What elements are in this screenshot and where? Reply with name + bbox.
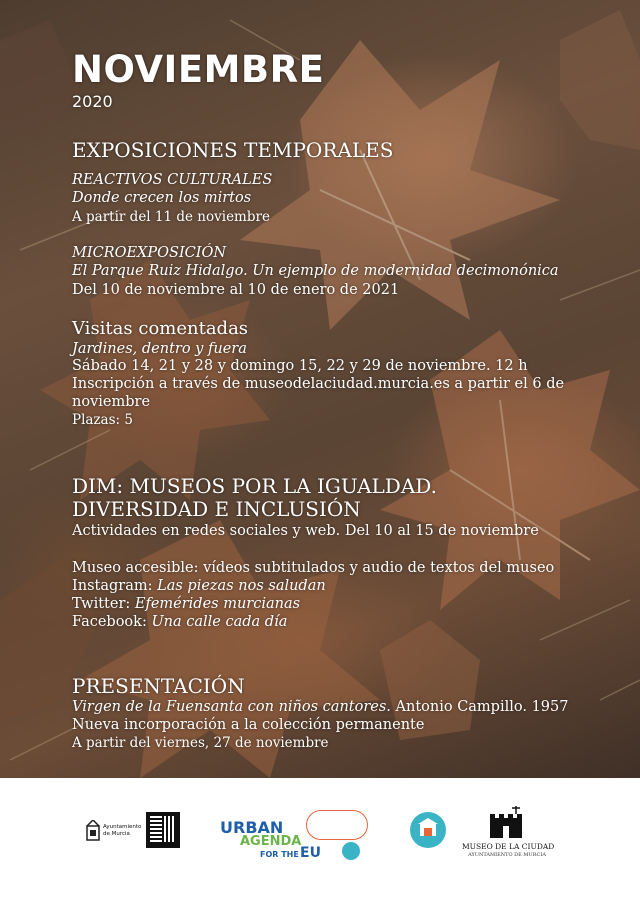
visit-plazas: Plazas: 5 [72,412,133,428]
exhibition-name: El Parque Ruiz Hidalgo. Un ejemplo de modernidad decimonónica [72,263,559,279]
social-instagram [72,578,326,594]
social-network: Instagram: [72,578,153,594]
urban-word: URBAN [220,818,284,837]
exhibition-tag: REACTIVOS CULTURALES [72,172,273,188]
month-title: NOVIEMBRE [72,48,325,91]
visit-dates: Sábado 14, 21 y 28 y domingo 15, 22 y 29 de noviembre. 12 h [72,358,528,374]
section-title-exposiciones: EXPOSICIONES TEMPORALES [72,138,394,162]
agenda-word: AGENDA [240,834,302,849]
social-campaign: Las piezas nos saludan [157,578,326,594]
visit-inscription-cont: noviembre [72,394,151,410]
teal-circle-logo [410,812,446,848]
monument-icon [410,812,446,848]
heritage-badge-icon [342,842,360,860]
cultural-square-logo [146,812,180,848]
work-title: Virgen de la Fuensanta con niños cantores. [72,699,391,715]
tower-icon [486,804,526,840]
eu-word: EU [300,845,321,861]
exhibition-name: Donde crecen los mirtos [72,190,252,206]
section-title-visitas: Visitas comentadas [72,318,249,339]
footer-logos [0,778,640,905]
museo-name: MUSEO DE LA CIUDAD [462,842,555,851]
work-author: Antonio Campillo. 1957 [395,699,569,715]
for-the-word: FOR THE [260,850,299,859]
social-network: Facebook: [72,614,147,630]
ayuntamiento-label: Ayuntamiento de Murcia [103,824,142,837]
museo-subname: AYUNTAMIENTO DE MURCIA [468,852,546,858]
presentation-work [72,699,568,715]
ayuntamiento-logo [85,818,145,858]
urban-agenda-logo [220,818,370,872]
social-campaign: Efemérides murcianas [134,596,301,612]
social-twitter [72,596,300,612]
presentation-date: A partir del viernes, 27 de noviembre [72,735,329,751]
year-label: 2020 [72,92,113,111]
speech-bubble-icon [306,810,368,840]
exhibition-date: Del 10 de noviembre al 10 de enero de 2021 [72,282,400,298]
social-network: Twitter: [72,596,131,612]
section-title-dim-cont: DIVERSIDAD E INCLUSIÓN [72,497,361,521]
crest-icon [85,820,101,844]
presentation-note: Nueva incorporación a la colección permanente [72,717,425,733]
section-title-presentacion: PRESENTACIÓN [72,674,245,698]
visit-subtitle: Jardines, dentro y fuera [72,341,247,357]
social-campaign: Una calle cada día [151,614,288,630]
social-facebook [72,614,287,630]
visit-inscription: Inscripción a través de museodelaciudad.murcia.es a partir el 6 de [72,376,565,392]
exhibition-tag: MICROEXPOSICIÓN [72,245,227,261]
exhibition-date: A partir del 11 de noviembre [72,209,270,225]
museo-ciudad-logo [462,804,555,864]
dim-accesible: Museo accesible: vídeos subtitulados y audio de textos del museo [72,560,555,576]
dim-activities: Actividades en redes sociales y web. Del 10 al 15 de noviembre [72,523,539,539]
section-title-dim: DIM: MUSEOS POR LA IGUALDAD. [72,474,437,498]
